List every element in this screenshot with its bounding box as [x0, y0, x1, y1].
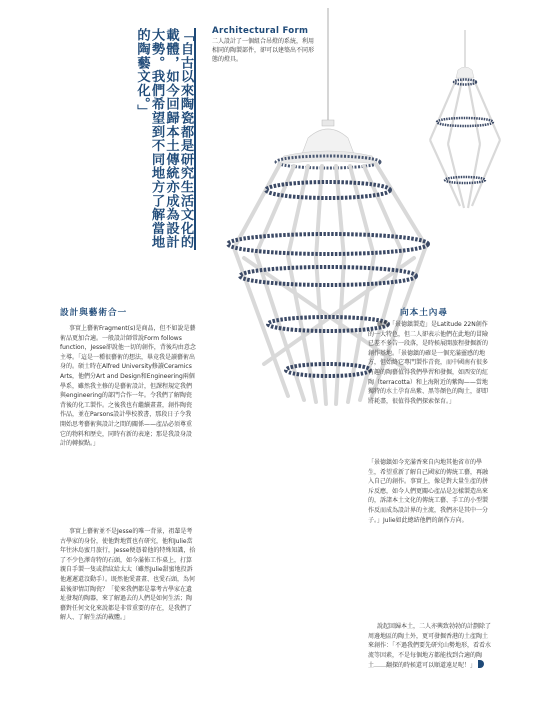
- caption-text: 二人設計了一個組合吊燈的系統，利用相同的陶製部件，卻可以建築出不同形態的燈具。: [212, 38, 315, 63]
- body-text: 雖然「景德鎮製造」是Latitude 22N創作的一大特色，但二人卻表示他們在此地的冒險已差不多告一段落，是時候展開旅程發掘新的創作基地。「景德鎮的確是一個充滿靈感的地方，但始終它專門製作青瓷，而中國南有很多有趣的陶藝值得我們學習和發掘，如西安的紅陶（terracotta）和上海附近的紫陶——當地獨特的水土孕育出紫、黑等顏色的陶土，卻即將耗盡，很值得我們探索保育。」: [368, 321, 489, 405]
- end-mark-icon: [478, 660, 484, 668]
- caption-title: Architectural Form: [212, 26, 309, 36]
- right-paragraph-2: [368, 458, 492, 525]
- left-paragraph-1: [60, 324, 196, 449]
- right-paragraph-1: [368, 320, 492, 406]
- body-text: 說起回歸本土，二人亦興致勃勃的計劃除了周邊地區的陶土外，更可發掘香港的土產陶土來創作：「不過我們要先研究山勢地形，看看水流等因素，不是每個地方都能找到合適的陶土……翻探的時候還可以順道遠足呢！」: [368, 623, 492, 670]
- left-paragraph-2: [60, 527, 196, 623]
- section-heading-design-art: 設計與藝術合一: [60, 308, 128, 318]
- section-heading-local: 向本土內尋: [400, 308, 448, 318]
- pull-quote: 「自古以來陶瓷都是研究生活文化的載體，如今回歸本土傳統亦成為設計大勢。我們希望到不同地方了解當地的陶藝文化。」: [60, 28, 196, 250]
- body-text: 「景德鎮如今充滿香來自內地其他省市的學生，希望重新了解自己國家的傳統工藝，再融入自己的創作。事實上，像是對大量生產的拼斥反應，如今人們更關心產品是怎樣製造出來的，訴諸本土文化的傳統工藝、手工的小型製作反而成為設計界的主流，我們亦是其中一分子。」Julie如此總結他們的創作方向。: [368, 459, 489, 524]
- right-paragraph-3: [368, 622, 492, 671]
- body-text: 事實上藝術Fragment(s)是商品，但不如說是藝術品更加合適。一般設計師常說Form follows function，Jesse卻說他一切的創作，背後均由意念主導。「這是一種很藝術的想法，畢竟我是讀藝術出身的。碩士時在Alfred University修讀Ceramics Arts，他們分Art and Design和Engineering兩個學系，雖然我主修的是藝術設計，但課程規定我們與engineering的部門合作一年。令我們了解陶瓷背後的化工製作。之後我也有繼續畫畫，創作陶瓷作品，並在Parsons設計學校教書，那段日子令我開始思考藝術與設計之間的關係——產品必須尊重它的物料和歷史，同時有新的表達；那是我設身設計的轉捩點。」: [60, 325, 196, 448]
- body-text: 事實上藝術並不是Jesse的唯一背景，祖輩是考古學家的身份，使他對地質也有研究，他和Julie當年往沐島蜜月旅行，Jesse便憑着他的特殊知識，拾了不少色澤奇特的石頭，如今滿佈工作桌上，打算親自手製一隻或指紋給太太（雖然Julie甜蜜地投訴他遲遲還沒動手）。既然他愛畫畫、也愛石頭，為何最後卻情訂陶瓷？「從來我們都是靠考古學家在遺址發現的陶器，來了解過去的人們是如何生活；陶藝對任何文化來說都是非常重要的存在，是我們了解人、了解生活的載體。」: [60, 528, 196, 622]
- small-pendant-lamp-photo: [420, 30, 510, 250]
